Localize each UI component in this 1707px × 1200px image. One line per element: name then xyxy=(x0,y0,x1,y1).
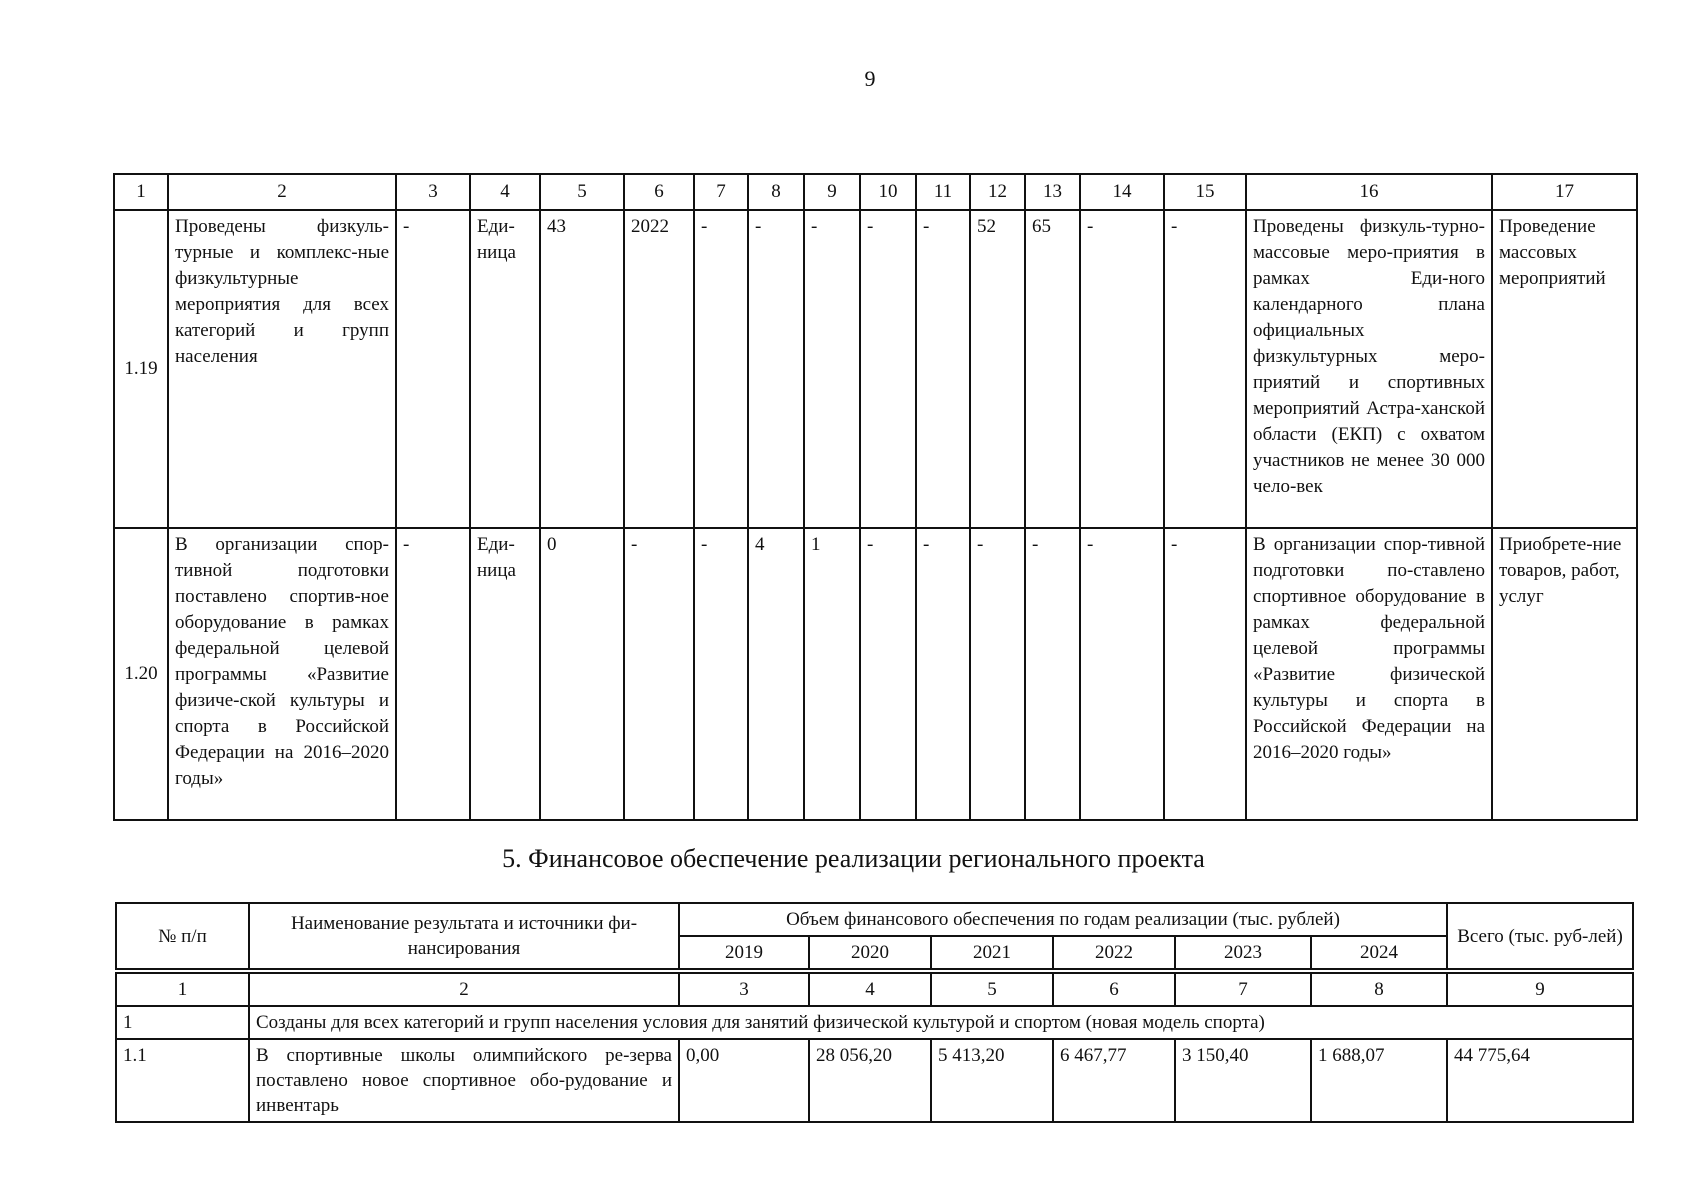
header-cell: 14 xyxy=(1080,174,1164,210)
col-number-header: № п/п xyxy=(116,903,249,969)
year-2023-header: 2023 xyxy=(1175,936,1311,969)
result-type: Проведение массовых мероприятий xyxy=(1492,210,1637,528)
data-row-name: В спортивные школы олимпийского ре-зерва поставлено новое спортивное обо-рудование и инвентарь xyxy=(249,1039,679,1122)
header-cell: 3 xyxy=(396,174,470,210)
cell-c8: 4 xyxy=(748,528,804,820)
value-total: 44 775,64 xyxy=(1447,1039,1633,1122)
header-cell: 1 xyxy=(114,174,168,210)
column-number: 3 xyxy=(679,973,809,1006)
header-cell: 8 xyxy=(748,174,804,210)
header-cell: 10 xyxy=(860,174,916,210)
financing-data-row xyxy=(116,1039,1633,1122)
column-number: 7 xyxy=(1175,973,1311,1006)
table-row xyxy=(114,528,1637,820)
financing-numbers-row xyxy=(116,973,1633,1006)
page-number: 9 xyxy=(864,66,876,91)
year-2021-header: 2021 xyxy=(931,936,1053,969)
value-2022: 6 467,77 xyxy=(1053,1039,1175,1122)
cell-c7: - xyxy=(694,528,748,820)
column-number: 6 xyxy=(1053,973,1175,1006)
value-2019: 0,00 xyxy=(679,1039,809,1122)
base-year: 2022 xyxy=(624,210,694,528)
year-2024-header: 2024 xyxy=(1311,936,1447,969)
cell-c9: - xyxy=(804,210,860,528)
cell-c10: - xyxy=(860,210,916,528)
result-name: Проведены физкуль-турные и комплекс-ные физкультурные мероприятия для всех категорий и групп населения xyxy=(168,210,396,528)
header-cell: 13 xyxy=(1025,174,1080,210)
value-2021: 5 413,20 xyxy=(931,1039,1053,1122)
cell-c11: - xyxy=(916,210,970,528)
result-name: В организации спор-тивной подготовки поставлено спортив-ное оборудование в рамках федеральной целевой программы «Развитие физиче-ской культуры и спорта в Российской Федерации на 2016–2020 годы» xyxy=(168,528,396,820)
result-description: Проведены физкуль-турно-массовые меро-приятия в рамках Еди-ного календарного плана официальных физкультурных меро-приятий и спортивных мероприятий Астра-ханской области (ЕКП) с охватом участников не менее 30 000 чело-век xyxy=(1246,210,1492,528)
col-total-header: Всего (тыс. руб-лей) xyxy=(1447,903,1633,969)
header-cell: 16 xyxy=(1246,174,1492,210)
row-id: 1.19 xyxy=(114,210,168,528)
year-2022-header: 2022 xyxy=(1053,936,1175,969)
header-cell: 11 xyxy=(916,174,970,210)
cell-c12: - xyxy=(970,528,1025,820)
header-cell: 15 xyxy=(1164,174,1246,210)
header-cell: 7 xyxy=(694,174,748,210)
cell-c10: - xyxy=(860,528,916,820)
table-row xyxy=(114,210,1637,528)
group-id: 1 xyxy=(116,1006,249,1039)
row-id: 1.20 xyxy=(114,528,168,820)
header-cell: 17 xyxy=(1492,174,1637,210)
header-cell: 5 xyxy=(540,174,624,210)
cell-c13: 65 xyxy=(1025,210,1080,528)
cell-c3: - xyxy=(396,210,470,528)
result-type: Приобрете-ние товаров, работ, услуг xyxy=(1492,528,1637,820)
group-title: Созданы для всех категорий и групп населения условия для занятий физической культурой и спортом (новая модель спорта) xyxy=(249,1006,1633,1039)
col-name-header: Наименование результата и источники фи-нансирования xyxy=(249,903,679,969)
column-number: 5 xyxy=(931,973,1053,1006)
value-2020: 28 056,20 xyxy=(809,1039,931,1122)
header-cell: 12 xyxy=(970,174,1025,210)
year-2019-header: 2019 xyxy=(679,936,809,969)
cell-c8: - xyxy=(748,210,804,528)
financing-header-row xyxy=(116,903,1633,936)
header-cell: 9 xyxy=(804,174,860,210)
header-cell: 6 xyxy=(624,174,694,210)
header-cell: 2 xyxy=(168,174,396,210)
column-number: 1 xyxy=(116,973,249,1006)
result-description: В организации спор-тивной подготовки по-ставлено спортивное оборудование в рамках федеральной целевой программы «Развитие физической культуры и спорта в Российской Федерации на 2016–2020 годы» xyxy=(1246,528,1492,820)
cell-c3: - xyxy=(396,528,470,820)
financing-group-row xyxy=(116,1006,1633,1039)
cell-c14: - xyxy=(1080,528,1164,820)
unit-cell: Еди-ница xyxy=(470,528,540,820)
cell-c7: - xyxy=(694,210,748,528)
col-volume-header: Объем финансового обеспечения по годам реализации (тыс. рублей) xyxy=(679,903,1447,936)
cell-c9: 1 xyxy=(804,528,860,820)
base-value: 43 xyxy=(540,210,624,528)
cell-c12: 52 xyxy=(970,210,1025,528)
base-value: 0 xyxy=(540,528,624,820)
section-title: 5. Финансовое обеспечение реализации регионального проекта xyxy=(502,844,1205,873)
base-year: - xyxy=(624,528,694,820)
year-2020-header: 2020 xyxy=(809,936,931,969)
cell-c11: - xyxy=(916,528,970,820)
cell-c15: - xyxy=(1164,210,1246,528)
cell-c13: - xyxy=(1025,528,1080,820)
results-table xyxy=(113,173,1638,821)
unit-cell: Еди-ница xyxy=(470,210,540,528)
value-2024: 1 688,07 xyxy=(1311,1039,1447,1122)
column-number: 9 xyxy=(1447,973,1633,1006)
column-number: 4 xyxy=(809,973,931,1006)
data-row-id: 1.1 xyxy=(116,1039,249,1122)
cell-c14: - xyxy=(1080,210,1164,528)
table-header-row xyxy=(114,174,1637,210)
header-cell: 4 xyxy=(470,174,540,210)
cell-c15: - xyxy=(1164,528,1246,820)
financing-table xyxy=(115,902,1634,1123)
column-number: 8 xyxy=(1311,973,1447,1006)
value-2023: 3 150,40 xyxy=(1175,1039,1311,1122)
column-number: 2 xyxy=(249,973,679,1006)
